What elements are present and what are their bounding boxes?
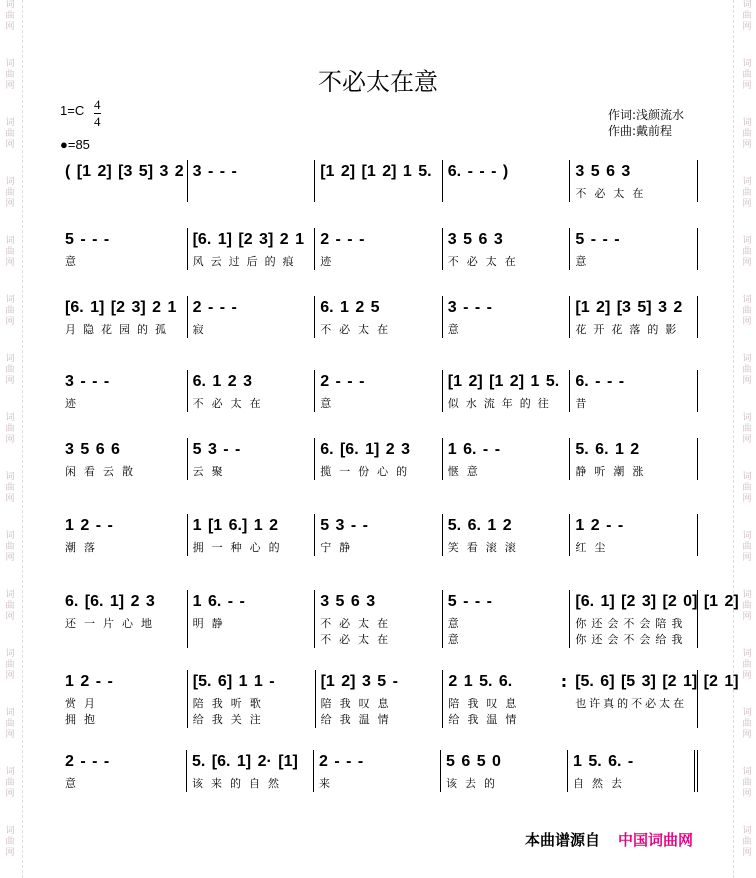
watermark-char: 词 [5, 531, 15, 541]
watermark-char: 曲 [5, 424, 15, 434]
staff-row [60, 370, 698, 412]
watermark-char: 网 [5, 199, 15, 209]
lyric-line: 风云过后的痕 [192, 255, 301, 268]
watermark-char: 曲 [742, 70, 752, 80]
watermark-char: 曲 [5, 306, 15, 316]
measure-notes: [1 2] [1 2] 1 5. [447, 373, 560, 390]
watermark-char: 曲 [5, 11, 15, 21]
watermark-char: 词 [5, 118, 15, 128]
measure-notes: 1 6. - - [447, 441, 501, 458]
lyric-line: 也许真的不必太在 [575, 697, 688, 710]
watermark-char: 曲 [742, 660, 752, 670]
measure-notes: 2 - - - [65, 753, 110, 770]
lyric-line: 意 [447, 633, 467, 646]
measure [443, 160, 571, 202]
watermark-char: 曲 [742, 424, 752, 434]
watermark-left [3, 0, 17, 878]
watermark-char: 曲 [5, 129, 15, 139]
time-signature-top: 4 [94, 97, 101, 112]
measure [188, 438, 316, 480]
lyric-line: 不必太在 [447, 255, 524, 268]
credits [608, 107, 684, 139]
measure-notes: 5. 6. 1 2 [575, 441, 640, 458]
lyric-line: 意 [320, 397, 340, 410]
measure [570, 296, 698, 338]
watermark-char: 网 [5, 376, 15, 386]
measure-notes: 2 - - - [320, 231, 365, 248]
lyric-line: 寂 [192, 323, 212, 336]
tempo-marking [60, 137, 90, 152]
key-signature: 1=C [60, 103, 85, 118]
lyric-line: 意 [65, 777, 84, 790]
measure-notes: 5 - - - [575, 231, 620, 248]
watermark-char: 词 [5, 708, 15, 718]
measure-notes: 5. [6. 1] 2· [1] [192, 753, 298, 770]
measure-notes: 5. 6. 1 2 [447, 517, 512, 534]
lyric-line: 该来的自然 [192, 777, 287, 790]
measure-notes: 3 - - - [192, 163, 237, 180]
watermark-char: 词 [742, 590, 752, 600]
watermark-char: 词 [5, 826, 15, 836]
watermark-char: 网 [5, 81, 15, 91]
lyric-line: 意 [447, 617, 467, 630]
lyric-line: 给我温情 [320, 713, 397, 726]
lyricist: 作词:浅颜流水 [608, 108, 685, 122]
lyric-line: 昔 [575, 397, 595, 410]
watermark-char: 曲 [742, 188, 752, 198]
watermark-char: 词 [5, 236, 15, 246]
watermark-char: 网 [5, 789, 15, 799]
watermark-char: 曲 [742, 11, 752, 21]
watermark-char: 网 [5, 435, 15, 445]
lyric-line: 还一片心地 [65, 617, 160, 630]
measure-notes: 1 [1 6.] 1 2 [192, 517, 278, 534]
measure [187, 750, 314, 792]
watermark-char: 网 [742, 789, 752, 799]
watermark-char: 词 [5, 59, 15, 69]
watermark-char: 词 [742, 708, 752, 718]
watermark-char: 词 [5, 590, 15, 600]
lyric-line: 你还会不会陪我 [575, 617, 688, 630]
lyric-line: 宁静 [320, 541, 359, 554]
watermark-char: 词 [742, 354, 752, 364]
lyric-line: 迹 [65, 397, 84, 410]
lyric-line: 惬意 [447, 465, 486, 478]
watermark-char: 曲 [742, 601, 752, 611]
measure [570, 228, 698, 270]
lyric-line: 意 [447, 323, 467, 336]
source-site-link[interactable]: 中国词曲网 [618, 831, 694, 849]
measure-notes: 3 5 6 3 [320, 593, 376, 610]
watermark-char: 网 [742, 81, 752, 91]
watermark-char: 曲 [5, 365, 15, 375]
measure [443, 296, 571, 338]
watermark-char: 词 [742, 295, 752, 305]
watermark-char: 网 [742, 258, 752, 268]
measure-notes: 3 5 6 3 [575, 163, 631, 180]
watermark-char: 曲 [5, 247, 15, 257]
measure-notes: 6. - - - [575, 373, 625, 390]
measure [315, 228, 443, 270]
watermark-char: 网 [742, 22, 752, 32]
staff-row [60, 296, 698, 338]
lyric-line: 不必太在 [192, 397, 269, 410]
lyric-line: 月隐花园的孤 [65, 323, 173, 336]
measure [570, 514, 698, 556]
lyric-line: 不必太在 [320, 633, 397, 646]
watermark-char: 网 [742, 435, 752, 445]
watermark-char: 网 [742, 848, 752, 858]
measure-notes: [5. 6] 1 1 - [192, 673, 275, 690]
watermark-char: 网 [742, 730, 752, 740]
watermark-char: 曲 [742, 247, 752, 257]
measure-notes: 1 2 - - [65, 517, 113, 534]
watermark-char: 曲 [742, 778, 752, 788]
measure [188, 296, 316, 338]
measure-notes: 6. [6. 1] 2 3 [320, 441, 411, 458]
staff-row [60, 750, 698, 792]
lyric-line: 闲看云散 [65, 465, 141, 478]
watermark-char: 网 [5, 730, 15, 740]
watermark-char: 网 [742, 140, 752, 150]
watermark-char: 网 [5, 671, 15, 681]
measure [443, 370, 571, 412]
watermark-char: 词 [5, 649, 15, 659]
watermark-char: 网 [5, 317, 15, 327]
watermark-char: 网 [5, 612, 15, 622]
lyric-line: 云聚 [192, 465, 231, 478]
measure-notes: 3 5 6 6 [65, 441, 120, 458]
measure [188, 670, 316, 728]
watermark-char: 词 [742, 826, 752, 836]
measure [443, 590, 571, 648]
lyric-line: 意 [575, 255, 595, 268]
lyric-line: 陪我听歌 [192, 697, 269, 710]
measure [188, 370, 316, 412]
footer [525, 829, 693, 850]
time-signature [94, 97, 101, 130]
measure [570, 370, 698, 412]
measure [60, 514, 188, 556]
watermark-char: 曲 [742, 483, 752, 493]
watermark-char: 网 [742, 376, 752, 386]
watermark-char: 曲 [742, 306, 752, 316]
lyric-line: 似水流年的往 [447, 397, 556, 410]
watermark-char: 网 [5, 494, 15, 504]
measure [315, 590, 443, 648]
tempo-value: =85 [67, 137, 90, 152]
watermark-char: 曲 [5, 601, 15, 611]
time-signature-bottom: 4 [94, 114, 101, 129]
measure-notes: 1 6. - - [192, 593, 245, 610]
watermark-char: 词 [742, 118, 752, 128]
staff-row [60, 160, 698, 202]
lyric-line: 拥一种心的 [192, 541, 288, 554]
lyric-line: 花开花落的影 [575, 323, 684, 336]
measure [441, 750, 568, 792]
staff-row [60, 590, 739, 648]
quarter-note-icon: ● [60, 137, 68, 152]
measure [314, 750, 441, 792]
song-title: 不必太在意 [318, 68, 438, 96]
watermark-char: 曲 [742, 129, 752, 139]
watermark-char: 词 [5, 177, 15, 187]
watermark-right [740, 0, 754, 878]
lyric-line: 不必太在 [320, 617, 397, 630]
lyric-line: 明静 [192, 617, 231, 630]
measure [443, 438, 571, 480]
watermark-char: 网 [5, 553, 15, 563]
watermark-char: 网 [5, 848, 15, 858]
watermark-char: 词 [742, 767, 752, 777]
lyric-line: 笑看滚滚 [447, 541, 524, 554]
measure [316, 670, 444, 728]
measure [443, 514, 571, 556]
watermark-char: 词 [742, 177, 752, 187]
measure [188, 514, 316, 556]
watermark-char: 词 [742, 649, 752, 659]
staff-row [60, 228, 698, 270]
composer: 作曲:戴前程 [608, 124, 673, 138]
lyric-line: 不必太在 [575, 187, 652, 200]
measure-notes: [1 2] [3 5] 3 2 [575, 299, 683, 316]
measure-notes: 3 - - - [447, 299, 492, 316]
watermark-char: 词 [742, 236, 752, 246]
measure-notes: 5 3 - - [192, 441, 241, 458]
measure [188, 160, 316, 202]
watermark-char: 网 [742, 199, 752, 209]
watermark-char: 网 [742, 612, 752, 622]
measure [570, 438, 698, 480]
watermark-char: 网 [742, 553, 752, 563]
lyric-line: 潮落 [65, 541, 103, 554]
watermark-char: 词 [5, 354, 15, 364]
lyric-line: 不必太在 [320, 323, 397, 336]
measure-notes: [5. 6] [5 3] [2 1] [2 1] [575, 673, 739, 690]
measure [60, 590, 188, 648]
measure-notes: 2 - - - [320, 373, 365, 390]
watermark-char: 网 [5, 22, 15, 32]
measure-notes: 1 2 - - [575, 517, 624, 534]
measure [60, 160, 188, 202]
measure-notes: 5 3 - - [320, 517, 368, 534]
measure [315, 296, 443, 338]
watermark-char: 曲 [5, 719, 15, 729]
measure-notes: 1 2 - - [65, 673, 113, 690]
watermark-char: 词 [5, 413, 15, 423]
lyric-line: 静听潮涨 [575, 465, 652, 478]
watermark-char: 词 [742, 0, 752, 10]
measure [315, 370, 443, 412]
measure [315, 514, 443, 556]
watermark-char: 词 [742, 413, 752, 423]
watermark-char: 网 [742, 671, 752, 681]
lyric-line: 来 [319, 777, 338, 790]
measure [188, 590, 316, 648]
watermark-char: 词 [5, 0, 15, 10]
measure-notes: ( [1 2] [3 5] 3 2 [65, 163, 184, 180]
watermark-char: 曲 [5, 483, 15, 493]
measure-notes: 2 - - - [319, 753, 364, 770]
lyric-line: 迹 [320, 255, 340, 268]
staff-row [60, 670, 739, 728]
lyric-line: 红尘 [575, 541, 614, 554]
measure-notes: [6. 1] [2 3] 2 1 [192, 231, 304, 248]
measure [315, 160, 443, 202]
watermark-char: 网 [5, 140, 15, 150]
watermark-char: 曲 [742, 837, 752, 847]
watermark-char: 词 [5, 472, 15, 482]
margin-line-right [733, 0, 734, 878]
measure [60, 370, 188, 412]
watermark-char: 网 [5, 258, 15, 268]
measure [443, 670, 570, 728]
watermark-char: 词 [742, 59, 752, 69]
lyric-line: 意 [65, 255, 84, 268]
measure [568, 750, 698, 792]
lyric-line: 你还会不会给我 [575, 633, 688, 646]
source-label: 本曲谱源自 [525, 831, 601, 849]
watermark-char: 曲 [5, 778, 15, 788]
watermark-char: 网 [742, 494, 752, 504]
watermark-char: 网 [742, 317, 752, 327]
measure-notes: [1 2] 3 5 - [320, 673, 398, 690]
watermark-char: 曲 [5, 542, 15, 552]
watermark-char: 曲 [5, 837, 15, 847]
measure-notes: [6. 1] [2 3] 2 1 [65, 299, 177, 316]
measure-notes: 6. - - - ) [447, 163, 509, 180]
lyric-line: 揽一份心的 [320, 465, 416, 478]
measure-notes: 3 - - - [65, 373, 110, 390]
measure-notes: 3 5 6 3 [447, 231, 503, 248]
measure [315, 438, 443, 480]
measure-notes: [6. 1] [2 3] [2 0] [1 2] [575, 593, 739, 610]
measure [60, 438, 188, 480]
measure-notes: [1 2] [1 2] 1 5. [320, 163, 432, 180]
watermark-char: 曲 [742, 365, 752, 375]
measure [570, 590, 739, 648]
watermark-char: 词 [742, 472, 752, 482]
watermark-char: 词 [5, 295, 15, 305]
lyric-line: 陪我叹息 [320, 697, 397, 710]
measure-notes: 6. [6. 1] 2 3 [65, 593, 155, 610]
watermark-char: 曲 [742, 719, 752, 729]
watermark-char: 曲 [5, 70, 15, 80]
watermark-char: 曲 [5, 660, 15, 670]
measure [570, 670, 739, 728]
margin-line-left [22, 0, 23, 878]
measure-notes: 1 5. 6. - [573, 753, 634, 770]
measure-notes: 5 - - - [65, 231, 110, 248]
lyric-line: 拥抱 [65, 713, 103, 726]
measure-notes: 5 6 5 0 [446, 753, 501, 770]
measure [60, 296, 188, 338]
lyric-line: 自然去 [573, 777, 630, 790]
watermark-char: 曲 [5, 188, 15, 198]
measure [443, 228, 571, 270]
measure [570, 160, 698, 202]
watermark-char: 词 [742, 531, 752, 541]
lyric-line: 陪我叹息 [448, 697, 525, 710]
measure [60, 228, 188, 270]
measure-notes: 6. 1 2 3 [192, 373, 252, 390]
lyric-line: 赏月 [65, 697, 103, 710]
lyric-line: 给我温情 [448, 713, 525, 726]
measure [60, 750, 187, 792]
watermark-char: 词 [5, 767, 15, 777]
measure-notes: 6. 1 2 5 [320, 299, 380, 316]
measure-notes: 5 - - - [447, 593, 492, 610]
lyric-line: 给我关注 [192, 713, 269, 726]
staff-row [60, 438, 698, 480]
staff-row [60, 514, 698, 556]
measure [60, 670, 188, 728]
watermark-char: 曲 [742, 542, 752, 552]
lyric-line: 该去的 [446, 777, 503, 790]
measure [188, 228, 316, 270]
measure-notes: 2 1 5. 6. [448, 673, 513, 690]
measure-notes: 2 - - - [192, 299, 237, 316]
